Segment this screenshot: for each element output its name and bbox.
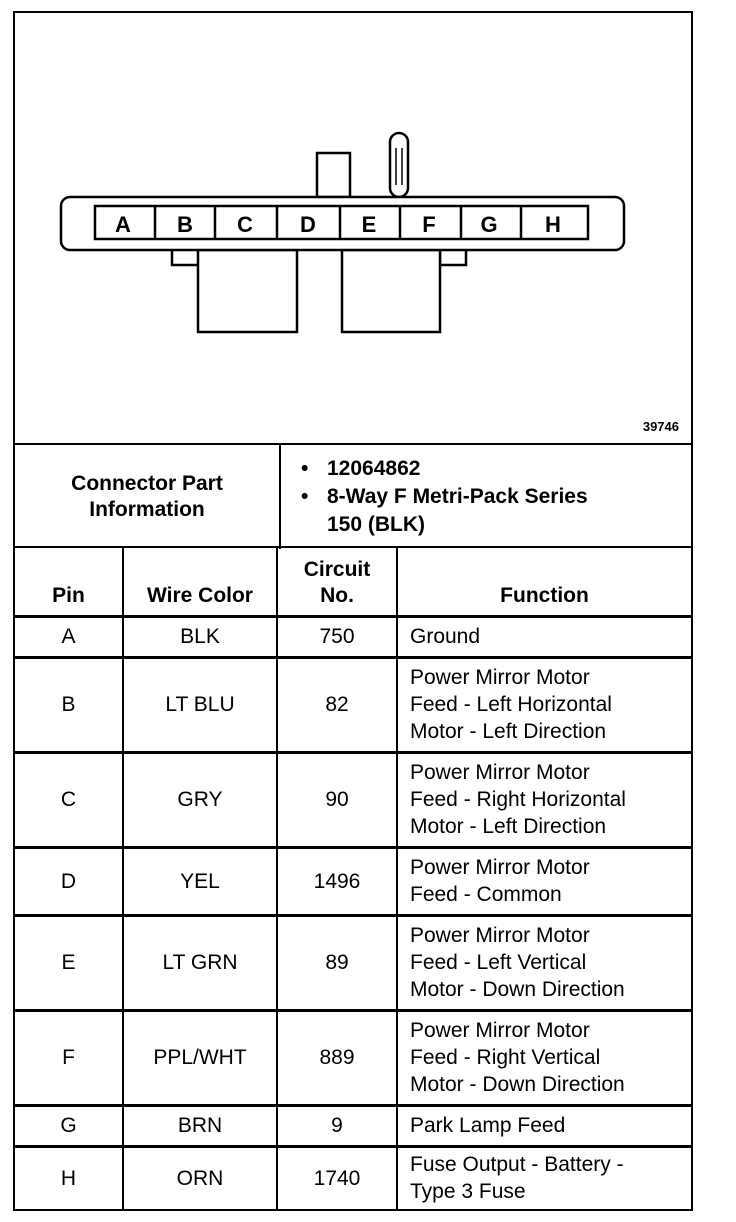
cell-wire-color: BRN (123, 1105, 277, 1146)
lock-tab-right (342, 250, 440, 332)
cell-pin: C (15, 752, 123, 847)
function-line: Type 3 Fuse (410, 1180, 526, 1204)
lock-tab-left (198, 250, 297, 332)
function-line: Park Lamp Feed (410, 1114, 566, 1137)
function-line: Power Mirror Motor (410, 666, 590, 689)
function-line: Power Mirror Motor (410, 924, 590, 947)
lower-lip-right (440, 250, 466, 265)
cell-pin: F (15, 1010, 123, 1105)
function-line: Motor - Left Direction (410, 815, 607, 838)
cell-wire-color: BLK (123, 616, 277, 657)
function-line: Ground (410, 625, 481, 648)
cell-pin: E (15, 915, 123, 1010)
function-line: Feed - Right Horizontal (410, 788, 626, 811)
function-line: Motor - Left Direction (410, 720, 607, 743)
connector-drawing (15, 13, 691, 443)
function-line: Motor - Down Direction (410, 1073, 625, 1096)
connector-type-line1: • 8-Way F Metri-Pack Series (327, 485, 588, 508)
header-function: Function (397, 547, 691, 616)
cell-function (397, 1010, 691, 1105)
function-line: Feed - Left Vertical (410, 951, 587, 974)
cavity-label-g: G (480, 212, 498, 237)
cell-pin: B (15, 657, 123, 752)
function-line: Feed - Right Vertical (410, 1046, 601, 1069)
connector-type-line2: 150 (BLK) (327, 513, 426, 536)
cell-pin: A (15, 616, 123, 657)
function-line: Power Mirror Motor (410, 1019, 590, 1042)
cavity-label-b: B (177, 212, 193, 237)
cell-pin: D (15, 847, 123, 915)
header-circuit-line2: No. (320, 583, 354, 607)
cell-function (397, 657, 691, 752)
cavity-strip (95, 206, 588, 239)
function-line: Motor - Down Direction (410, 978, 625, 1001)
cell-wire-color: PPL/WHT (123, 1010, 277, 1105)
cell-function (397, 1146, 691, 1209)
function-line: Power Mirror Motor (410, 856, 590, 879)
cell-function (397, 847, 691, 915)
cell-circuit: 90 (277, 752, 397, 847)
cell-circuit: 750 (277, 616, 397, 657)
pinout-header-row (15, 547, 691, 616)
cavity-label-c: C (237, 212, 253, 237)
lower-lip-left (172, 250, 198, 265)
cell-circuit: 1740 (277, 1146, 397, 1209)
cell-pin: H (15, 1146, 123, 1209)
connector-info-label (15, 444, 280, 549)
table-row (15, 847, 691, 915)
table-row (15, 915, 691, 1010)
cavity-label-d: D (300, 212, 316, 237)
cell-wire-color: LT BLU (123, 657, 277, 752)
function-line: Power Mirror Motor (410, 761, 590, 784)
cell-circuit: 89 (277, 915, 397, 1010)
connector-diagram (15, 13, 691, 443)
cavity-label-a: A (115, 212, 131, 237)
connector-type (327, 483, 690, 539)
header-wire-color: Wire Color (123, 547, 277, 616)
cell-wire-color: LT GRN (123, 915, 277, 1010)
cell-circuit: 1496 (277, 847, 397, 915)
cell-function (397, 752, 691, 847)
cell-circuit: 889 (277, 1010, 397, 1105)
figure-number: 39746 (642, 419, 679, 434)
latch-tab (317, 153, 350, 197)
table-row (15, 616, 691, 657)
cell-pin: G (15, 1105, 123, 1146)
tpa-pin (390, 133, 408, 197)
cell-circuit: 9 (277, 1105, 397, 1146)
cavity-label-h: H (545, 212, 561, 237)
connector-info-details (280, 444, 691, 549)
pinout-table (15, 546, 691, 1209)
table-row (15, 657, 691, 752)
cavity-label-e: E (361, 212, 377, 237)
cell-function (397, 915, 691, 1010)
function-line: Feed - Left Horizontal (410, 693, 612, 716)
cell-wire-color: ORN (123, 1146, 277, 1209)
cell-wire-color: YEL (123, 847, 277, 915)
connector-info-label-line1: Connector Part (71, 472, 223, 495)
cell-wire-color: GRY (123, 752, 277, 847)
connector-info-table (15, 443, 691, 549)
table-row (15, 752, 691, 847)
function-line: Fuse Output - Battery - (410, 1153, 624, 1177)
cell-function (397, 616, 691, 657)
part-number: • 12064862 (327, 455, 690, 483)
header-pin: Pin (15, 547, 123, 616)
table-row (15, 1146, 691, 1209)
cell-circuit: 82 (277, 657, 397, 752)
cavity-label-f: F (422, 212, 436, 237)
table-row (15, 1105, 691, 1146)
function-line: Feed - Common (410, 883, 562, 906)
document-frame (13, 11, 693, 1211)
cell-function (397, 1105, 691, 1146)
connector-info-label-line2: Information (89, 498, 205, 521)
header-circuit-line1: Circuit (303, 557, 371, 581)
table-row (15, 1010, 691, 1105)
header-circuit (277, 547, 397, 616)
